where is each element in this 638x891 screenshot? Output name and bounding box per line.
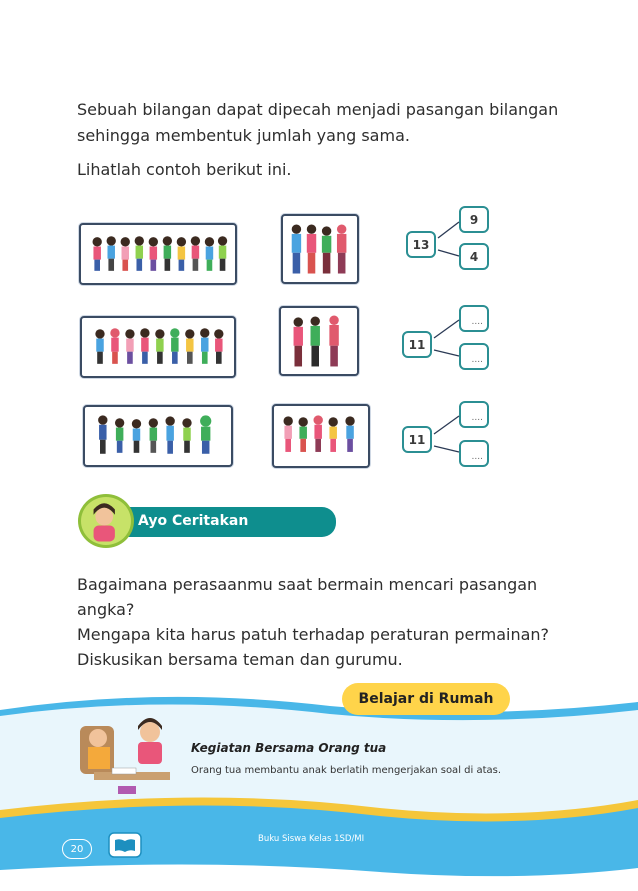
discussion-questions: [77, 572, 617, 672]
family-group-1-image: [283, 216, 357, 282]
example-1-part-b-box: 4: [459, 243, 489, 270]
question-line-3: Mengapa kita harus patuh terhadap peraturan permainan?: [77, 625, 550, 644]
example-3-part-b-blank[interactable]: ....: [459, 440, 489, 467]
activity-title: Kegiatan Bersama Orang tua: [191, 741, 387, 755]
family-group-illustration-2: [279, 306, 359, 376]
instruction-heading: Lihatlah contoh berikut ini.: [77, 160, 292, 179]
children-group-illustration-1: [79, 223, 237, 285]
book-icon: [108, 832, 142, 858]
teacher-avatar-icon: [78, 494, 134, 548]
children-group-3-image: [85, 407, 231, 465]
example-3-part-a-blank[interactable]: ....: [459, 401, 489, 428]
example-1-part-a-box: 9: [459, 206, 489, 233]
page-number: 20: [62, 839, 92, 859]
children-group-illustration-2: [80, 316, 236, 378]
girls-group-3-image: [274, 406, 368, 466]
parent-child-illustration: [76, 716, 180, 802]
girls-group-illustration-3: [272, 404, 370, 468]
example-2-total-box: 11: [402, 331, 432, 358]
ayo-ceritakan-label: Ayo Ceritakan: [138, 513, 249, 529]
book-title-footer: Buku Siswa Kelas 1SD/MI: [258, 834, 365, 844]
belajar-di-rumah-banner: Belajar di Rumah: [342, 683, 510, 715]
children-group-2-image: [82, 318, 234, 376]
intro-line-1: Sebuah bilangan dapat dipecah menjadi pasangan bilangan: [77, 100, 559, 119]
example-2-part-b-blank[interactable]: ....: [459, 343, 489, 370]
children-group-1-image: [81, 225, 235, 283]
question-line-2: angka?: [77, 600, 135, 619]
activity-description: Orang tua membantu anak berlatih mengerjakan soal di atas.: [191, 765, 502, 776]
question-line-4: Diskusikan bersama teman dan gurumu.: [77, 650, 403, 669]
children-group-illustration-3: [83, 405, 233, 467]
intro-paragraph: [77, 97, 597, 149]
example-1-total-box: 13: [406, 231, 436, 258]
intro-line-2: sehingga membentuk jumlah yang sama.: [77, 126, 410, 145]
family-group-illustration-1: [281, 214, 359, 284]
example-2-part-a-blank[interactable]: ....: [459, 305, 489, 332]
family-group-2-image: [281, 308, 357, 374]
example-3-total-box: 11: [402, 426, 432, 453]
question-line-1: Bagaimana perasaanmu saat bermain mencari pasangan: [77, 575, 538, 594]
